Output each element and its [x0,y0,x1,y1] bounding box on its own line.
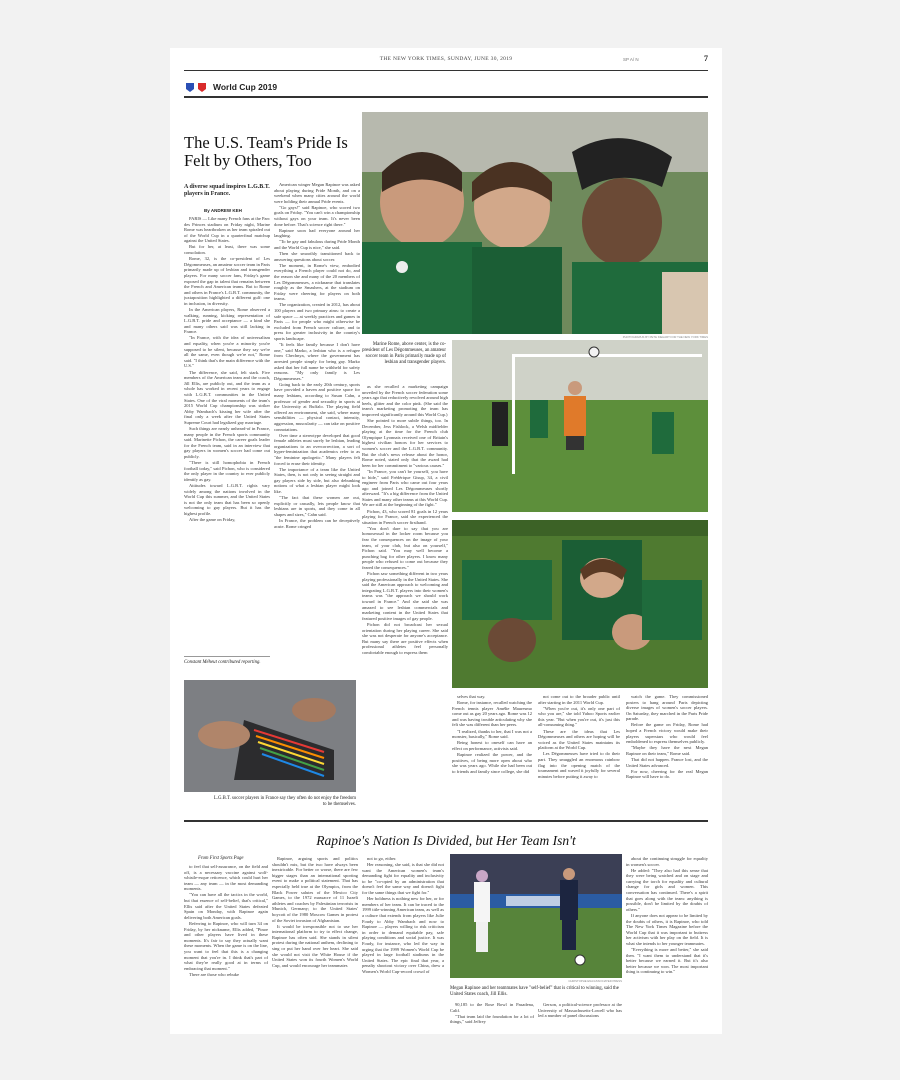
rapinoe-photo-caption: Megan Rapinoe and her teammates have "self-belief" that is critical to winning, said the United States coach, Jill Ellis. [450,986,619,997]
team-huddle-image [362,112,708,334]
photo-rapinoe [450,854,622,978]
section-label [184,82,277,92]
main-col-4: selves that way. Rome, for instance, recalled watching the French tennis player Amélie Mauresmo come out as gay 20 years ago. Rome was 12 and was having trouble articulating why she felt she was different than her peers. "I realized, thanks to her, that I was not a monster, basically," Rome said. Being honest to oneself can have an effect on performance, activists said. Rapinoe realized the power, and the positives, of being more open about who she was years ago. While she had been out to friends and family since college, she did [452,694,532,774]
players-grass-image [452,520,708,688]
photo-credit: PHOTOGRAPHS BY PETE KIEHART FOR THE NEW YORK TIMES [622,335,708,339]
main-col-2: American winger Megan Rapinoe was asked about playing during Pride Month, and on a weekend when many cities around the world were holding their annual Pride events. "Go gays!" said Rapinoe, who scored two goals on Friday. "You can't win a championship without gays on your team. It's never been done before. That's science right there." Rapinoe soon had everyone around her laughing. "To be gay and fabulous during Pride Month and the World Cup is nice," she said. Then she smoothly transitioned back to answering questions about soccer. The moment, in Rome's view, embodied everything a French player could not do, and the reason she and many of the 20 members of Les Dégommeuses, a nickname that translates roughly as the Smashers, at the stadium on Friday were cheering for players on both teams. The organization, created in 2012, has about 100 players and two primary aims: to create a safe space — at weekly practices and games in Paris — for people who might otherwise be excluded from French soccer culture, and to press for greater inclusivity in the country's sports landscape. "It feels like family because I don't have one," said Marko, a lesbian who is a refugee from Chechnya, where the government has arrested people simply for being gay. Marko asked that her full name be withheld for safety reasons. "My only family is Les Dégommeuses." Going back to the early 20th century, sports have provided a haven and positive space for many lesbians, according to Susan Cahn, a professor of gender and sexuality in sports at the University at Buffalo. The playing field offered an environment, she said, where many sensibilities — physical contact, intensity, aggression, muscularity — can take on positive connotations. Over time a stereotype developed that good female athletes must surely be lesbian, leading organizations to an overcorrection, a sort of hyper-feminization that academics refer to as "the feminine apologetic." Many players felt forced to erase their identity. The importance of a team like the United States, then, is not only in seeing straight and gay players side by side, but also debunking notions of what a lesbian player might look like. "The fact that these women are out, explicitly or casually, lets people know that lesbians are in sports, and they come in all shapes and sizes," Cahn said. In France, the problem can be deceptively acute. Rome cringed [274,182,360,529]
page-number: 7 [704,54,708,63]
top-rule [184,70,708,71]
contributor-note: Constant Méheut contributed reporting. [184,660,261,665]
main-col-1: PARIS — Like many French fans at the Parc des Princes stadium on Friday night, Marine Rome was heartbroken as her team spiraled out of the World Cup in a quarterfinal matchup against the United States. But for her, at least, there was some consolation. Rome, 32, is the co-president of Les Dégommeuses, an amateur soccer team in Paris primarily made up of lesbian and transgender players. For many soccer fans, Friday's game exposed the gap in talent that remains between the French and American teams. But to Rome and others in France's L.G.B.T. community, the juxtaposition highlighted a different gulf: one in inclusion, in diversity. In the American players, Rome observed a walking, running, kicking representation of L.G.B.T. pride and acceptance — a kind she and many others said was still lacking in France. "In France, with the idea of universalism and equality, when you're a minority you're supposed to be silent, because they say we're all the same, even though we're not," Rome said. "I think that's the main difference with the U.S." The difference, she said, felt stark. Five members of the American team and the coach, Jill Ellis, are publicly out, and the team as a whole has worked in recent years to engage with L.G.B.T. communities in the United States. One of the viral moments of the team's 2015 World Cup championship was striker Abby Wambach's kissing her wife after the final only a week after the United States Supreme Court had legalized gay marriage. Such things are nearly unheard-of in France, many people in the French sports community said. Marinette Pichon, the career goals leader for the French team, said in an interview that gay players in women's soccer had come out publicly. "There is still homophobia in French football today," said Pichon, who is considered the only player in the country to ever publicly identify as gay. Attitudes toward L.G.B.T. rights vary widely among the nations involved in the World Cup this summer, and the United States is not the only team that has been so openly welcoming to gay players. But it has the highest profile. After the game on Friday, [184,216,270,522]
section-label-text: World Cup 2019 [213,82,278,92]
second-col-3: not to go, either. Her reasoning, she said, is that she did not want the American women's team's demanding fight for equality and inclusivity to be "co-opted by an administration that doesn't feel the same way and doesn't fight for the same things that we fight for." Her boldness is nothing new for her, or for members of her team. It can be traced to the 1999 title-winning American team, as well as a culture that extends from players like Julie Foudy to Abby Wambach and now to Rapinoe — players willing to risk criticism in order to demand equitable pay, safe playing conditions and social justice. It was Foudy, for instance, who led the way in urging that the 1999 Women's World Cup be played in large football stadiums in the United States. The epic final that year, a penalty shootout victory over China, drew a Women's World Cup-record crowd of [362,856,444,974]
shoe-photo-caption: L.G.B.T. soccer players in France say they often do not enjoy the freedom to be themselves. [213,796,356,807]
photo-team-huddle [362,112,708,334]
byline: By ANDREW KEH [204,208,242,213]
second-col-6: about the continuing struggle for equality in women's soccer. He added: "They also had this sense that they were being watched and on stage and carrying the torch for equality and cultural change for girls and women. This conversation has continued. There's a spirit that goes along with the team: anything is possible, don't be limited by the doubts of others." If anyone does not appear to be limited by the doubts of others, it is Rapinoe, who told The New York Times Magazine before the World Cup that it was important to buttress her activism with her play on the field. It is what she intends to her younger teammates. "Everything is more and better," she said then. "I want them to understand that it's better because we earned it. But it's also better because we won. The most important thing is continuing to win." [626,856,708,975]
photo-players-on-grass [452,520,708,688]
folio-line: THE NEW YORK TIMES, SUNDAY, JUNE 30, 2019 [379,56,513,62]
from-first-sports-page: From First Sports Page [198,856,244,861]
second-headline: Rapinoe's Nation Is Divided, but Her Team Isn't [316,833,576,848]
world-cup-flag-icon [184,82,210,92]
photo-goalkeeper [452,340,708,512]
deck: A diverse squad inspires L.G.B.T. players in France. [184,184,270,197]
main-col-3: as she recalled a marketing campaign unveiled by the French soccer federation some years ago that reductively revolved around high heels, glitter and the color pink. (She said the team's marketing promoting the team has improved significantly around this World Cup.) She pointed to more subtle things, too. In December, Jess Fishlock, a Welsh midfielder playing at the time for the French club Olympique Lyonnais received one of Britain's highest civilian honors for her services to women's soccer and the L.G.B.T. community. But the club's news release about the honor, Rome noted, stated only that the award had been for her commitment to "various causes." "In France, you can't be yourself, you have to hide," said Frédérique Gisup, 34, a civil engineer from Paris who came out four years ago and joined Les Dégommeuses shortly afterward. "It's a big difference from the United States and many other teams at this World Cup. We are still at the beginning of the fight." Pichon, 43, who scored 81 goals in 12 years playing for France, said she experienced the situation in French soccer firsthand. "You don't dare to say that you are homosexual in the locker room because you fear the consequences on the image of your team, of your club, but also on yourself," Pichon said. "You may well become a punching bag for other players. I know many people who refused to come out because they feared the consequences." Pichon saw something different in two years playing professionally in the United States. She said the American approach to welcoming and integrating L.G.B.T. players into their women's teams was "the approach we should work toward in France." And she said she was amazed to see lesbian commercials and marketing content in the United States that featured positive images of gay people. Pichon did not broadcast her sexual orientation during her playing career. She said she was not desperate for anyone's acceptance. But many say there are positive effects when professional athletes feel personally comfortable enough to express them [362,384,448,655]
newspaper-page [170,48,722,1034]
rainbow-laces-image [184,680,356,792]
second-col-5: Gerson, a political-science professor at the University of Massachusetts-Lowell who has led a number of panel discussions [538,1002,622,1019]
second-col-1: to feel that self-assurance, on the field and off, is a necessary vaccine against wolf-whistle-esque reticence, which could hurt her team — any team — in the most demanding moments. "You can have all the tactics in the world, but that essence of self-belief, that's critical," Ellis said after the United States defeated Spain on Monday, with Rapinoe again delivering both American goals. Referring to Rapinoe, who will turn 34 on Friday, by her nickname, Ellis added, "Pinoe and other players have lived in these moments. It's fair to say they actually want these moments. When the game is on the line, you want to feel that this is a changing moment that you're in. I think that's part of what they're really good at in terms of embracing that moment." There are those who rebuke [184,864,268,977]
section-rule [184,96,708,98]
rapinoe-image [450,854,622,978]
second-col-2: Rapinoe, arguing sports and politics shouldn't mix, but the two have always been inextricable. For better or worse, there are few bigger stages than an international sporting event to make a political statement. That has especially held true at the Olympics, from the Black Power salutes of the Mexico City Games, to the 1972 massacre of 11 Israeli athletes and coaches by Palestinian terrorists in Munich, Germany; to the United States' boycott of the 1980 Moscow Games in protest of the Soviet invasion of Afghanistan. It would be irresponsible not to use her international platform to try to effect change, Rapinoe has often said. She stands in silent protest during the national anthem, declining to sing or put her hand over her heart. She said she would not visit the White House if the United States won its fourth Women's World Cup, and would encourage her teammates [272,856,358,968]
header-icons: SP A/ N [623,57,639,62]
photo-rainbow-laces [184,680,356,792]
main-headline: The U.S. Team's Pride Is Felt by Others, Too [184,133,348,170]
story-divider [184,820,708,822]
second-col-4: 90,185 to the Rose Bowl in Pasadena, Calif. "That team laid the foundation for a lot of things," said Jeffrey [450,1002,534,1025]
goalkeeper-image [452,340,708,512]
main-col-6: watch the game. They commissioned posters to hang around Paris depicting diverse images of women's soccer players. On Saturday, they marched in the Paris Pride parade. Before the game on Friday, Rome had hoped a French victory would make their players superstars who would feel emboldened to express themselves publicly. "Maybe they have the next Megan Rapinoe on their team," Rome said. That did not happen. France lost, and the United States advanced. For now, cheering for the real Megan Rapinoe will have to do. [626,694,708,780]
main-col-5: not come out to the broader public until after starting in the 2011 World Cup. "When you're out, it's only one part of who you are," she told Yahoo Sports earlier this year. "But when you're out, it's just this all-consuming thing." These are the ideas that Les Dégommeuses and others are hoping will be voiced as the United States maintains its platform at the World Cup. Les Dégommeuses have tried to do their part. They smuggled an enormous rainbow flag into the opening match of the tournament and waved it joyfully for several minutes before putting it away to [538,694,620,779]
side-photo-caption: Marine Rome, above center, is the co-president of Les Dégommeuses, an amateur soccer team in Paris primarily made up of lesbian and transgender players. [362,342,446,365]
rapinoe-photo-credit: CHRISTOPHE ENA/ASSOCIATED PRESS [568,979,622,983]
